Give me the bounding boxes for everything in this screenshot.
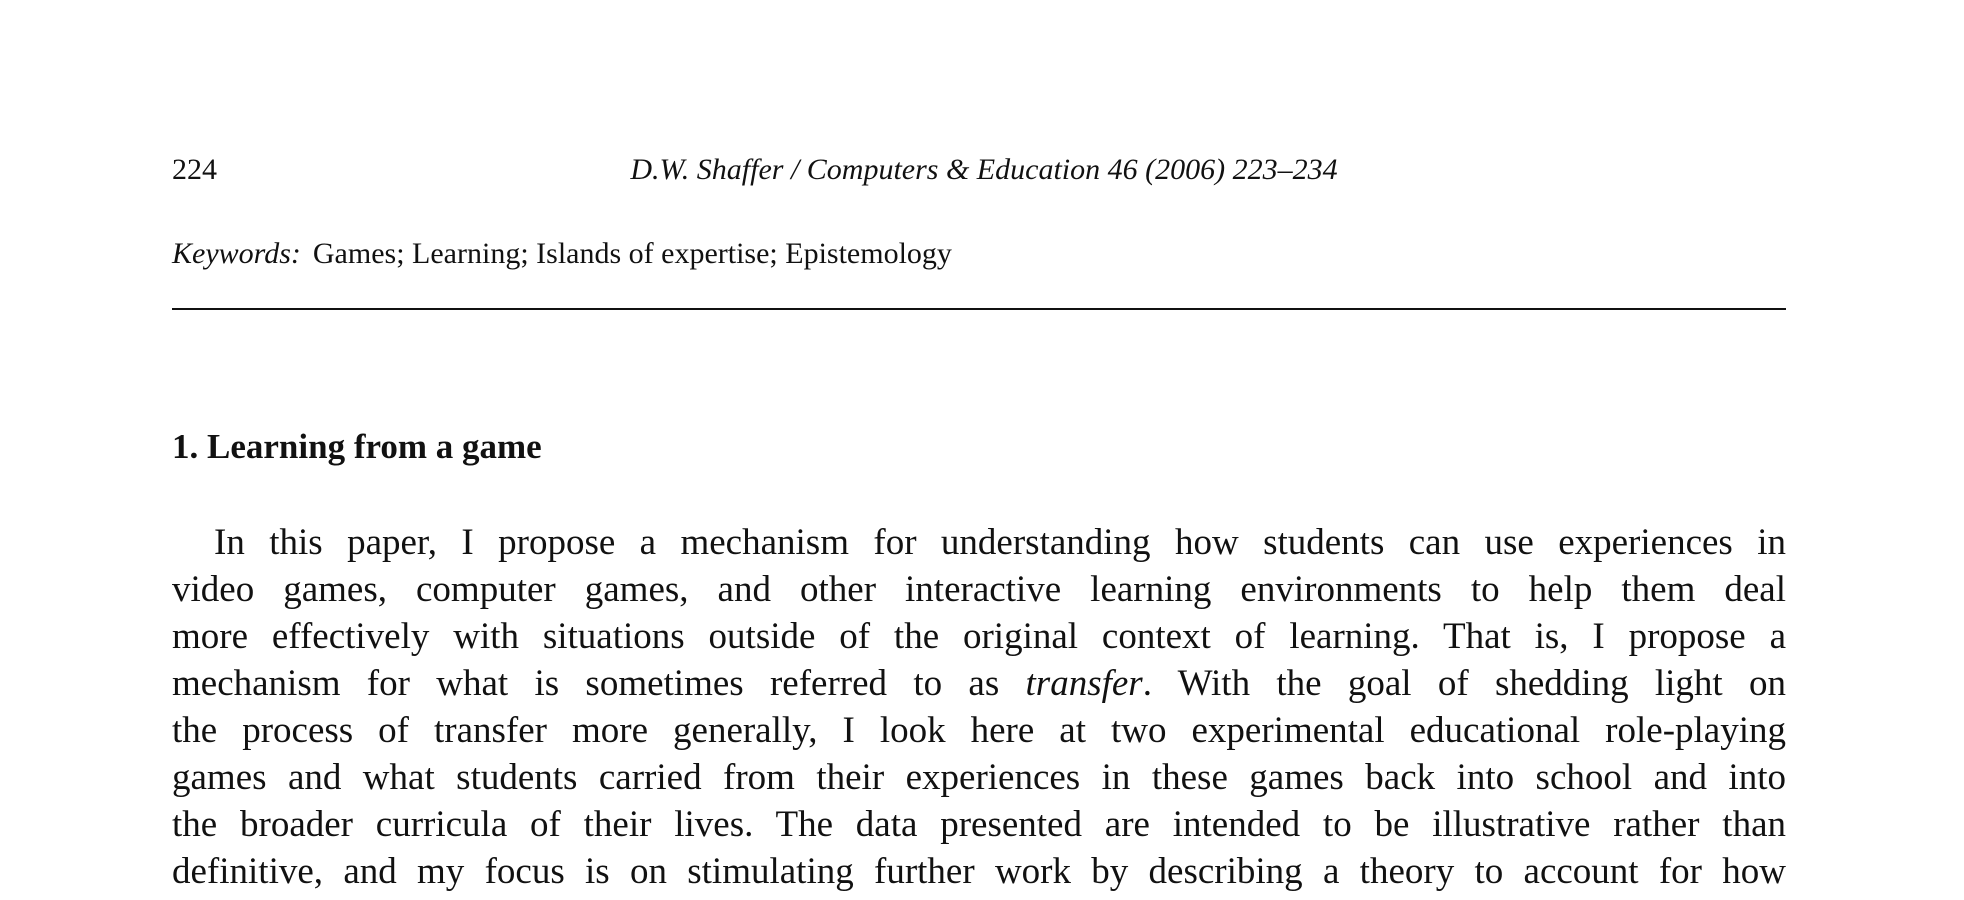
paragraph-line: games and what students carried from their experiences in these games back into school and into <box>172 757 1786 798</box>
paragraph-line: In this paper, I propose a mechanism for understanding how students can use experiences in <box>214 522 1786 563</box>
paragraph-line: the process of transfer more generally, I look here at two experimental educational role-playing <box>172 710 1786 751</box>
paragraph-line: video games, computer games, and other interactive learning environments to help them deal <box>172 569 1786 610</box>
body-paragraph <box>172 519 1786 895</box>
transfer-line-before: mechanism for what is sometimes referred to as <box>172 663 1000 704</box>
section-heading: 1. Learning from a game <box>172 427 542 466</box>
keywords <box>172 234 952 274</box>
paragraph-line <box>172 660 1786 707</box>
paragraph-line: the broader curricula of their lives. The data presented are intended to be illustrative rather than <box>172 804 1786 845</box>
transfer-term: transfer <box>1025 663 1143 704</box>
header-divider <box>172 308 1786 310</box>
running-header <box>172 150 1786 190</box>
transfer-line-after: . With the goal of shedding light on <box>1142 663 1787 704</box>
paragraph-line: more effectively with situations outside of the original context of learning. That is, I propose a <box>172 616 1786 657</box>
keywords-list: Games; Learning; Islands of expertise; Epistemology <box>312 237 952 270</box>
keywords-label: Keywords: <box>172 237 301 270</box>
journal-citation: D.W. Shaffer / Computers & Education 46 (2006) 223–234 <box>630 153 1338 186</box>
paragraph-line: definitive, and my focus is on stimulating further work by describing a theory to account for how <box>172 851 1786 892</box>
page-number: 224 <box>172 153 217 186</box>
